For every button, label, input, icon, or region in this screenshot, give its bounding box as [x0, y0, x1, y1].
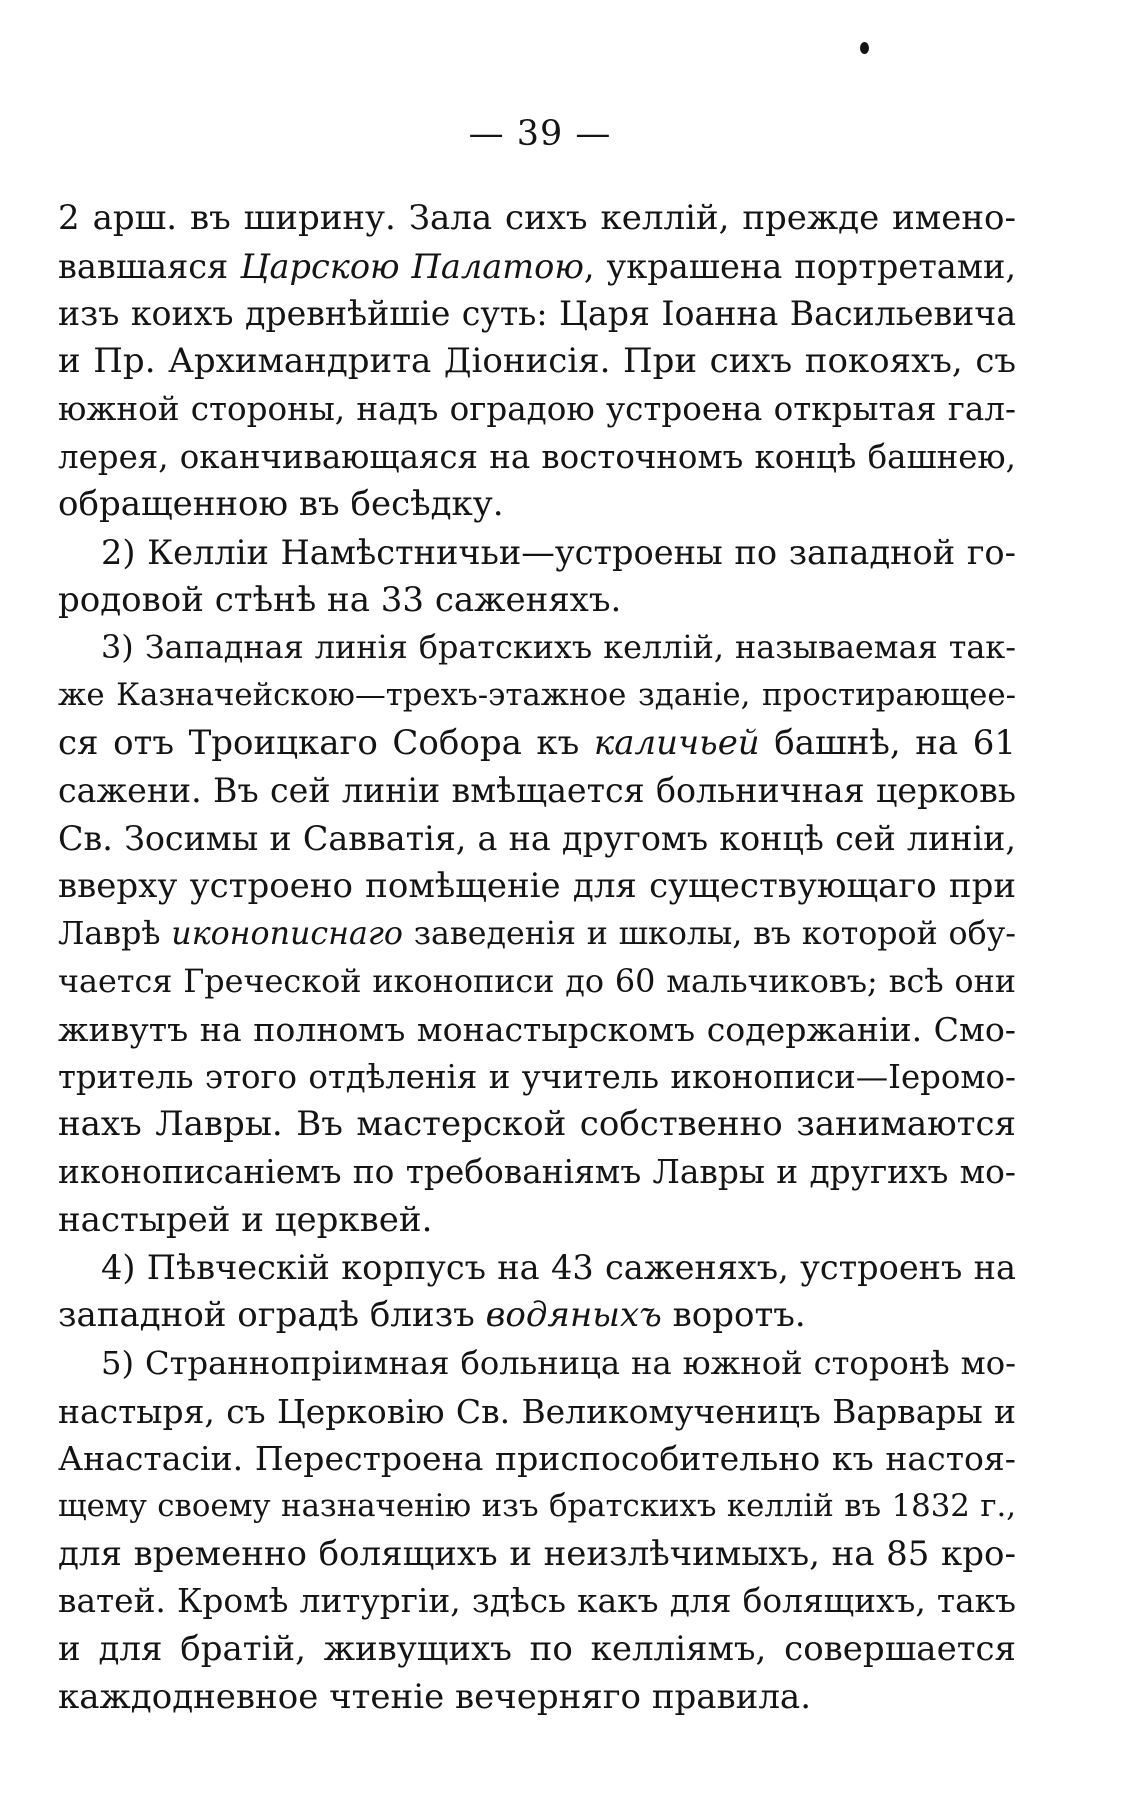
italic-term: каличьей [593, 722, 760, 763]
text-line: 2) Келліи Намѣстничьи—устроены по западной го- [101, 532, 1016, 572]
paragraph-2 [58, 529, 1016, 624]
paragraph-4 [58, 1244, 1016, 1339]
italic-term: водяныхъ [485, 1295, 662, 1336]
text-line: вавшаяся Царскою Палатою, украшена портретами, [58, 246, 1016, 286]
text-line: и Пр. Архимандрита Діонисія. При сихъ покояхъ, съ [58, 341, 1016, 382]
italic-term: иконописнаго [171, 915, 403, 952]
text-line: же Казначейскою—трехъ-этажное зданіе, простирающее- [58, 677, 1016, 714]
text-line: Анастасіи. Перестроена приспособительно къ настоя- [58, 1439, 1016, 1479]
paragraph-1 [58, 195, 1016, 529]
text-line: 4) Пѣвческій корпусъ на 43 саженяхъ, устроенъ на [101, 1248, 1016, 1288]
text-line: родовой стѣнѣ на 33 саженяхъ. [58, 579, 622, 620]
text-line: Лаврѣ иконописнаго заведенія и школы, въ которой обу- [58, 915, 1016, 952]
text-line: ватей. Кромѣ литургіи, здѣсь какъ для болящихъ, такъ [58, 1582, 1016, 1621]
text-line: Св. Зосимы и Савватія, а на другомъ концѣ сей линіи, [58, 819, 1016, 859]
text-line: западной оградѣ близъ водяныхъ воротъ. [58, 1295, 806, 1336]
text-line: ся отъ Троицкаго Собора къ каличьей башнѣ, на 61 [58, 722, 1016, 763]
text-line: сажени. Въ сей линіи вмѣщается больничная церковь [58, 771, 1016, 811]
body-text [58, 195, 1016, 1722]
text-line: нахъ Лавры. Въ мастерской собственно занимаются [58, 1104, 1016, 1145]
paragraph-3 [58, 624, 1016, 1244]
text-line: и для братій, живущихъ по келліямъ, совершается [58, 1629, 1016, 1670]
text-line: каждодневное чтеніе вечерняго правила. [58, 1676, 811, 1717]
text-line: обращенною въ бесѣдку. [58, 484, 504, 525]
paragraph-5 [58, 1340, 1016, 1722]
text-line: живутъ на полномъ монастырскомъ содержаніи. Смо- [58, 1009, 1016, 1049]
text-line: 5) Страннопріимная больница на южной сторонѣ мо- [101, 1343, 1016, 1382]
text-line: иконописаніемъ по требованіямъ Лавры и другихъ мо- [58, 1153, 1016, 1192]
ink-speck [860, 42, 869, 54]
text-line: вверху устроено помѣщеніе для существующаго при [58, 865, 1016, 906]
text-line: изъ коихъ древнѣйшіе суть: Царя Іоанна Васильевича [58, 294, 1016, 334]
text-line: лерея, оканчивающаяся на восточномъ концѣ башнею, [58, 437, 1016, 476]
text-line: настыря, съ Церковію Св. Великомученицъ Варвары и [58, 1391, 1016, 1431]
text-line: 2 арш. въ ширину. Зала сихъ келлій, прежде имено- [58, 198, 1016, 238]
text-line: тритель этого отдѣленія и учитель иконописи—Іеромо- [58, 1057, 1016, 1096]
text-line: чается Греческой иконописи до 60 мальчиковъ; всѣ они [58, 962, 1016, 1001]
text-line: щему своему назначенію изъ братскихъ келлій въ 1832 г., [58, 1487, 1016, 1524]
text-line: 3) Западная линія братскихъ келлій, называемая так- [101, 628, 1016, 667]
text-line: южной стороны, надъ оградою устроена открытая гал- [58, 389, 1016, 428]
text-line: настырей и церквей. [58, 1199, 433, 1240]
page-number: — 39 — [468, 114, 612, 154]
text-line: для временно болящихъ и неизлѣчимыхъ, на 85 кро- [58, 1533, 1016, 1574]
italic-term: Царскою Палатою [240, 246, 584, 286]
